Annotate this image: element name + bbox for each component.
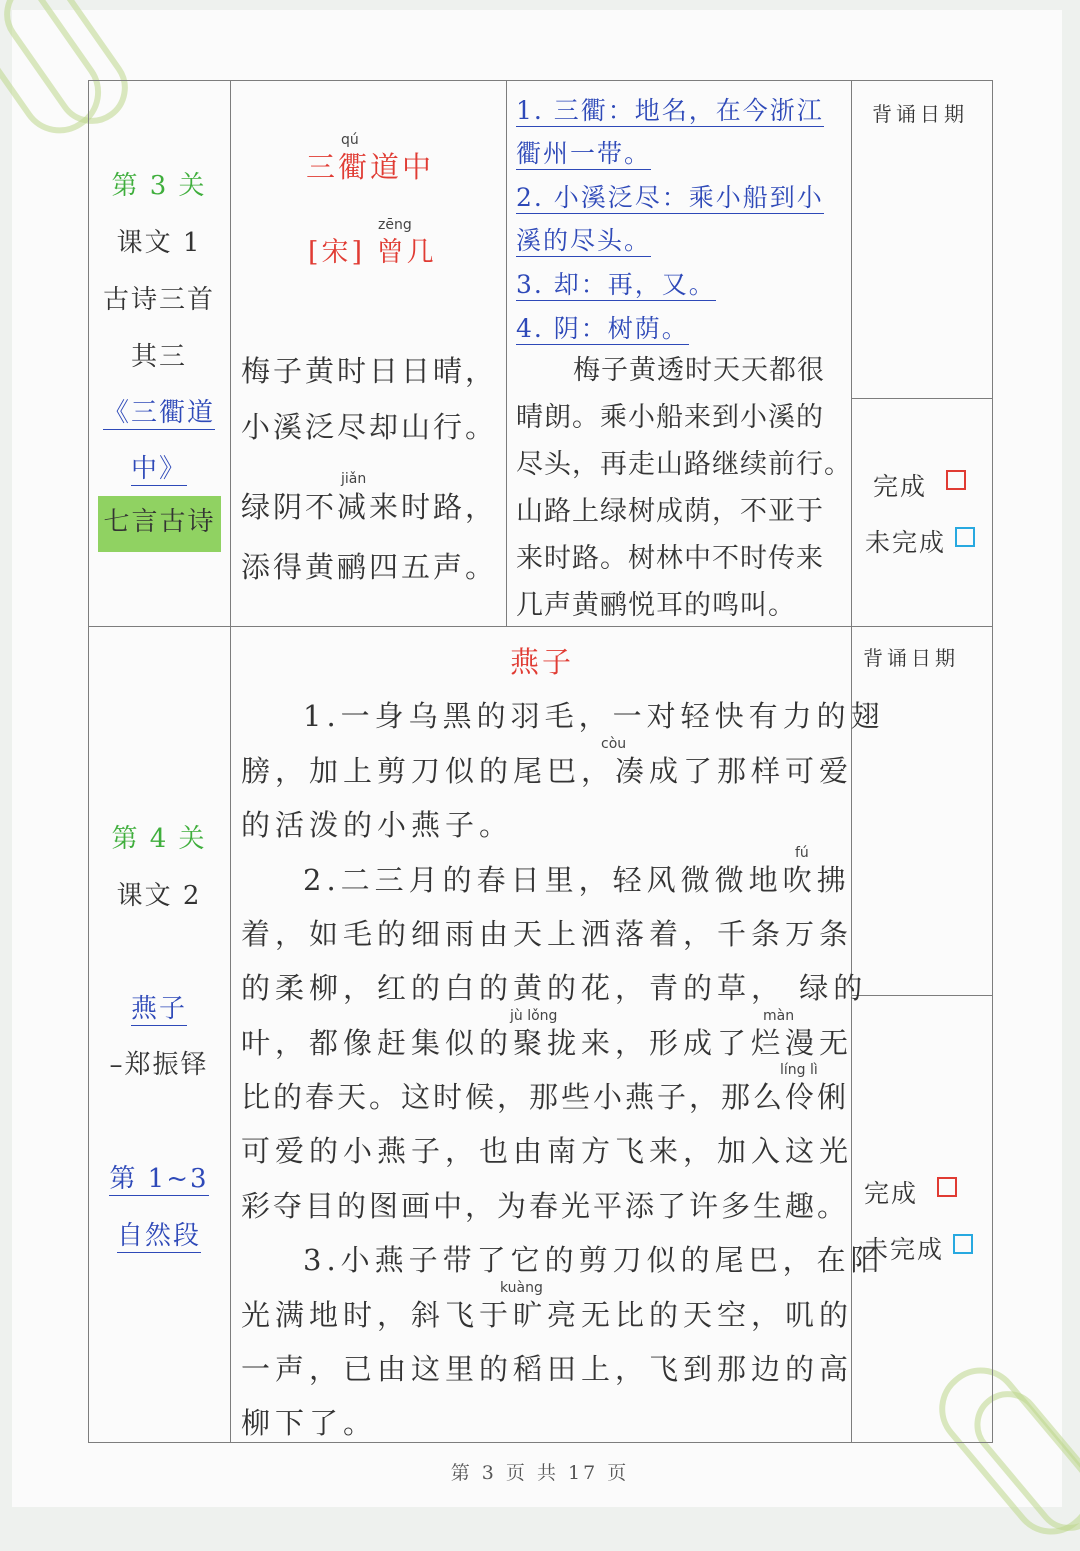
passage-pinyin-fu: fú	[795, 845, 809, 861]
note-2-line1-text: 2. 小溪泛尽：乘小船到小	[516, 183, 824, 212]
lesson3-title-link-line1[interactable]	[89, 392, 229, 429]
poem-author: [宋] 曾几	[308, 237, 437, 268]
passage-line-1: 1.一身乌黑的羽毛，一对轻快有力的翅	[303, 699, 885, 733]
passage-line-5: 着，如毛的细雨由天上洒落着，千条万条	[241, 917, 854, 951]
passage-line-10: 彩夺目的图画中，为春光平添了许多生趣。	[241, 1189, 850, 1223]
page-footer: 第 3 页 共 17 页	[450, 1462, 630, 1484]
note-4-text: 4. 阴：树荫。	[516, 314, 689, 343]
lesson3-level: 第 3 关	[111, 171, 207, 201]
passage-pinyin-cou: còu	[601, 736, 627, 752]
col-divider-2	[506, 80, 507, 626]
lesson3-title-link-text2[interactable]: 中》	[130, 454, 187, 484]
lesson4-level: 第 4 关	[111, 824, 207, 854]
note-1-line2-text: 衢州一带。	[516, 139, 652, 168]
lesson4-title-link-text[interactable]: 燕子	[130, 994, 187, 1024]
lesson3-done-label: 完成	[873, 472, 928, 501]
note-1-line1-text: 1. 三衢：地名，在今浙江	[516, 96, 824, 125]
lesson4-range-link-text1[interactable]: 第 1~3	[109, 1164, 209, 1194]
translation-line-3: 尽头，再走山路继续前行。	[516, 449, 852, 480]
poem-title: 三衢道中	[306, 150, 435, 184]
note-3	[516, 265, 716, 301]
poem-line-3-pinyin: jiǎn	[341, 471, 367, 487]
poem-title-pinyin: qú	[341, 132, 359, 148]
lesson4-todo-checkbox[interactable]	[953, 1234, 973, 1254]
note-1-line2	[516, 134, 651, 170]
lesson4-range-link-line2[interactable]	[89, 1215, 229, 1252]
poem-line-3: 绿阴不减来时路，	[241, 490, 498, 524]
lesson4-range-link-text2[interactable]: 自然段	[116, 1221, 201, 1251]
lesson4-todo-label: 未完成	[863, 1235, 945, 1264]
lesson3-recite-date-label: 背诵日期	[872, 102, 968, 126]
translation-line-4: 山路上绿树成荫，不亚于	[516, 496, 824, 527]
poem-line-1: 梅子黄时日日晴，	[241, 354, 498, 388]
note-2-line1	[516, 178, 824, 214]
note-4	[516, 309, 689, 345]
lesson3-collection: 古诗三首	[102, 285, 215, 315]
lesson3-lesson-number: 课文 1	[116, 228, 202, 258]
passage-line-11: 3.小燕子带了它的剪刀似的尾巴，在阳	[303, 1243, 885, 1277]
translation-line-6: 几声黄鹂悦耳的鸣叫。	[516, 590, 796, 621]
lesson4-author: –郑振铎	[109, 1050, 209, 1080]
lesson3-todo-label: 未完成	[865, 528, 947, 557]
passage-pinyin-lingli: líng lì	[780, 1062, 818, 1078]
passage-line-3: 的活泼的小燕子。	[241, 808, 514, 842]
passage-line-2: 膀，加上剪刀似的尾巴，凑成了那样可爱	[241, 754, 854, 788]
lesson4-recite-date-label: 背诵日期	[863, 646, 959, 670]
passage-line-8: 比的春天。这时候，那些小燕子，那么伶俐	[241, 1080, 850, 1114]
lesson3-done-checkbox[interactable]	[946, 470, 966, 490]
lesson3-title-link-text1[interactable]: 《三衢道	[102, 398, 215, 428]
lesson4-range-link-line1[interactable]	[89, 1158, 229, 1195]
lesson3-genre-badge: 七言古诗	[98, 496, 221, 552]
translation-line-1: 梅子黄透时天天都很	[573, 355, 825, 386]
lesson4-done-checkbox[interactable]	[937, 1177, 957, 1197]
passage-line-6: 的柔柳，红的白的黄的花，青的草， 绿的	[241, 971, 868, 1005]
passage-line-7: 叶，都像赶集似的聚拢来，形成了烂漫无	[241, 1026, 854, 1060]
poem-author-pinyin: zēng	[378, 217, 412, 233]
lesson4-lesson-number: 课文 2	[116, 881, 202, 911]
note-2-line2	[516, 221, 651, 257]
passage-line-14: 柳下了。	[241, 1406, 378, 1440]
lesson4-title-link[interactable]	[89, 988, 229, 1025]
passage-line-13: 一声，已由这里的稻田上，飞到那边的高	[241, 1352, 854, 1386]
lesson3-todo-checkbox[interactable]	[955, 527, 975, 547]
poem-line-4: 添得黄鹂四五声。	[241, 550, 498, 584]
lesson3-title-link-line2[interactable]	[89, 448, 229, 485]
note-1-line1	[516, 91, 824, 127]
translation-line-2: 晴朗。乘小船来到小溪的	[516, 402, 824, 433]
translation-line-5: 来时路。树林中不时传来	[516, 543, 824, 574]
col-divider-1	[230, 80, 231, 1442]
passage-line-9: 可爱的小燕子，也由南方飞来，加入这光	[241, 1134, 854, 1168]
passage-line-12: 光满地时，斜飞于旷亮无比的天空，叽的	[241, 1298, 854, 1332]
passage-pinyin-kuang: kuàng	[500, 1280, 543, 1296]
passage-line-4: 2.二三月的春日里，轻风微微地吹拂	[303, 863, 851, 897]
note-3-text: 3. 却：再，又。	[516, 270, 716, 299]
lesson3-which: 其三	[130, 342, 187, 372]
passage-pinyin-man: màn	[763, 1008, 795, 1024]
row-divider-recite-2	[851, 995, 992, 996]
row-divider-recite-1	[851, 398, 992, 399]
lesson4-done-label: 完成	[864, 1179, 919, 1208]
passage-pinyin-julong: jù lǒng	[510, 1008, 558, 1024]
note-2-line2-text: 溪的尽头。	[516, 226, 652, 255]
passage-title: 燕子	[510, 645, 575, 679]
poem-line-2: 小溪泛尽却山行。	[241, 410, 498, 444]
